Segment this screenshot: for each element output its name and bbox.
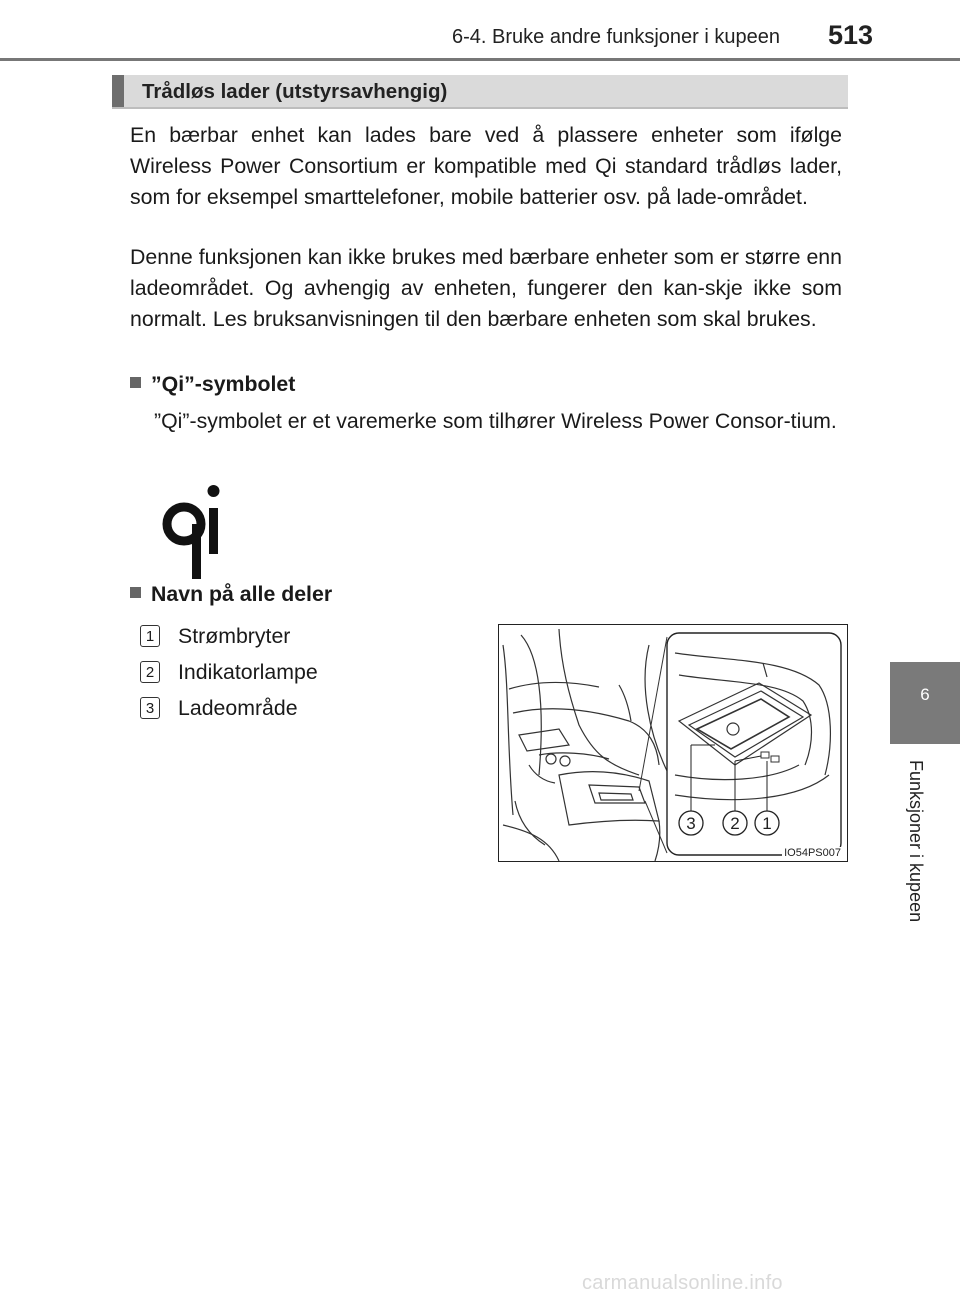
chapter-tab[interactable] xyxy=(890,662,960,744)
section-title-accent xyxy=(112,75,124,107)
part-number-badge: 3 xyxy=(140,697,160,719)
header-rule xyxy=(0,58,960,61)
section-title-bar xyxy=(112,75,848,109)
illustration-code: IO54PS007 xyxy=(784,847,841,859)
console-drawing xyxy=(499,625,847,861)
callout-2-label: 2 xyxy=(730,814,740,833)
charger-illustration xyxy=(498,624,848,862)
section-title: Trådløs lader (utstyrsavhengig) xyxy=(142,80,448,103)
parts-heading-text: Navn på alle deler xyxy=(151,582,333,606)
qi-symbol-text: ”Qi”-symbolet er et varemerke som tilhører Wireless Power Consor-tium. xyxy=(154,409,837,433)
list-item xyxy=(140,690,318,726)
footer-watermark[interactable]: carmanualsonline.info xyxy=(582,1272,783,1294)
part-label: Strømbryter xyxy=(178,623,291,648)
heading-square-icon xyxy=(130,587,141,598)
callout-3-label: 3 xyxy=(686,814,696,833)
qi-symbol-heading xyxy=(130,372,295,397)
part-number-badge: 2 xyxy=(140,661,160,683)
qi-symbol-heading-text: ”Qi”-symbolet xyxy=(151,372,296,396)
paragraph-limitations: Denne funksjonen kan ikke brukes med bærbare enheter som er større enn ladeområdet. Og avhengig av enheten, fungerer den kan-skje ikke som normalt. Les bruksanvisningen til den bærbare enheten som skal brukes. xyxy=(130,245,842,332)
page-number: 513 xyxy=(828,20,874,50)
parts-heading xyxy=(130,582,332,607)
heading-square-icon xyxy=(130,377,141,388)
list-item xyxy=(140,654,318,690)
running-header: 6-4. Bruke andre funksjoner i kupeen xyxy=(452,26,780,48)
part-label: Ladeområde xyxy=(178,695,298,720)
chapter-label: Funksjoner i kupeen xyxy=(906,760,926,923)
qi-logo-icon xyxy=(160,484,230,584)
list-item xyxy=(140,618,318,654)
part-number-badge: 1 xyxy=(140,625,160,647)
parts-list xyxy=(140,618,318,726)
callout-1-label: 1 xyxy=(762,814,772,833)
part-label: Indikatorlampe xyxy=(178,659,318,684)
paragraph-intro: En bærbar enhet kan lades bare ved å plassere enheter som ifølge Wireless Power Consortium er kompatible med Qi standard trådløs lader, som for eksempel smarttelefoner, mobile batterier osv. på lade-området. xyxy=(130,123,842,210)
chapter-number: 6 xyxy=(920,685,930,704)
